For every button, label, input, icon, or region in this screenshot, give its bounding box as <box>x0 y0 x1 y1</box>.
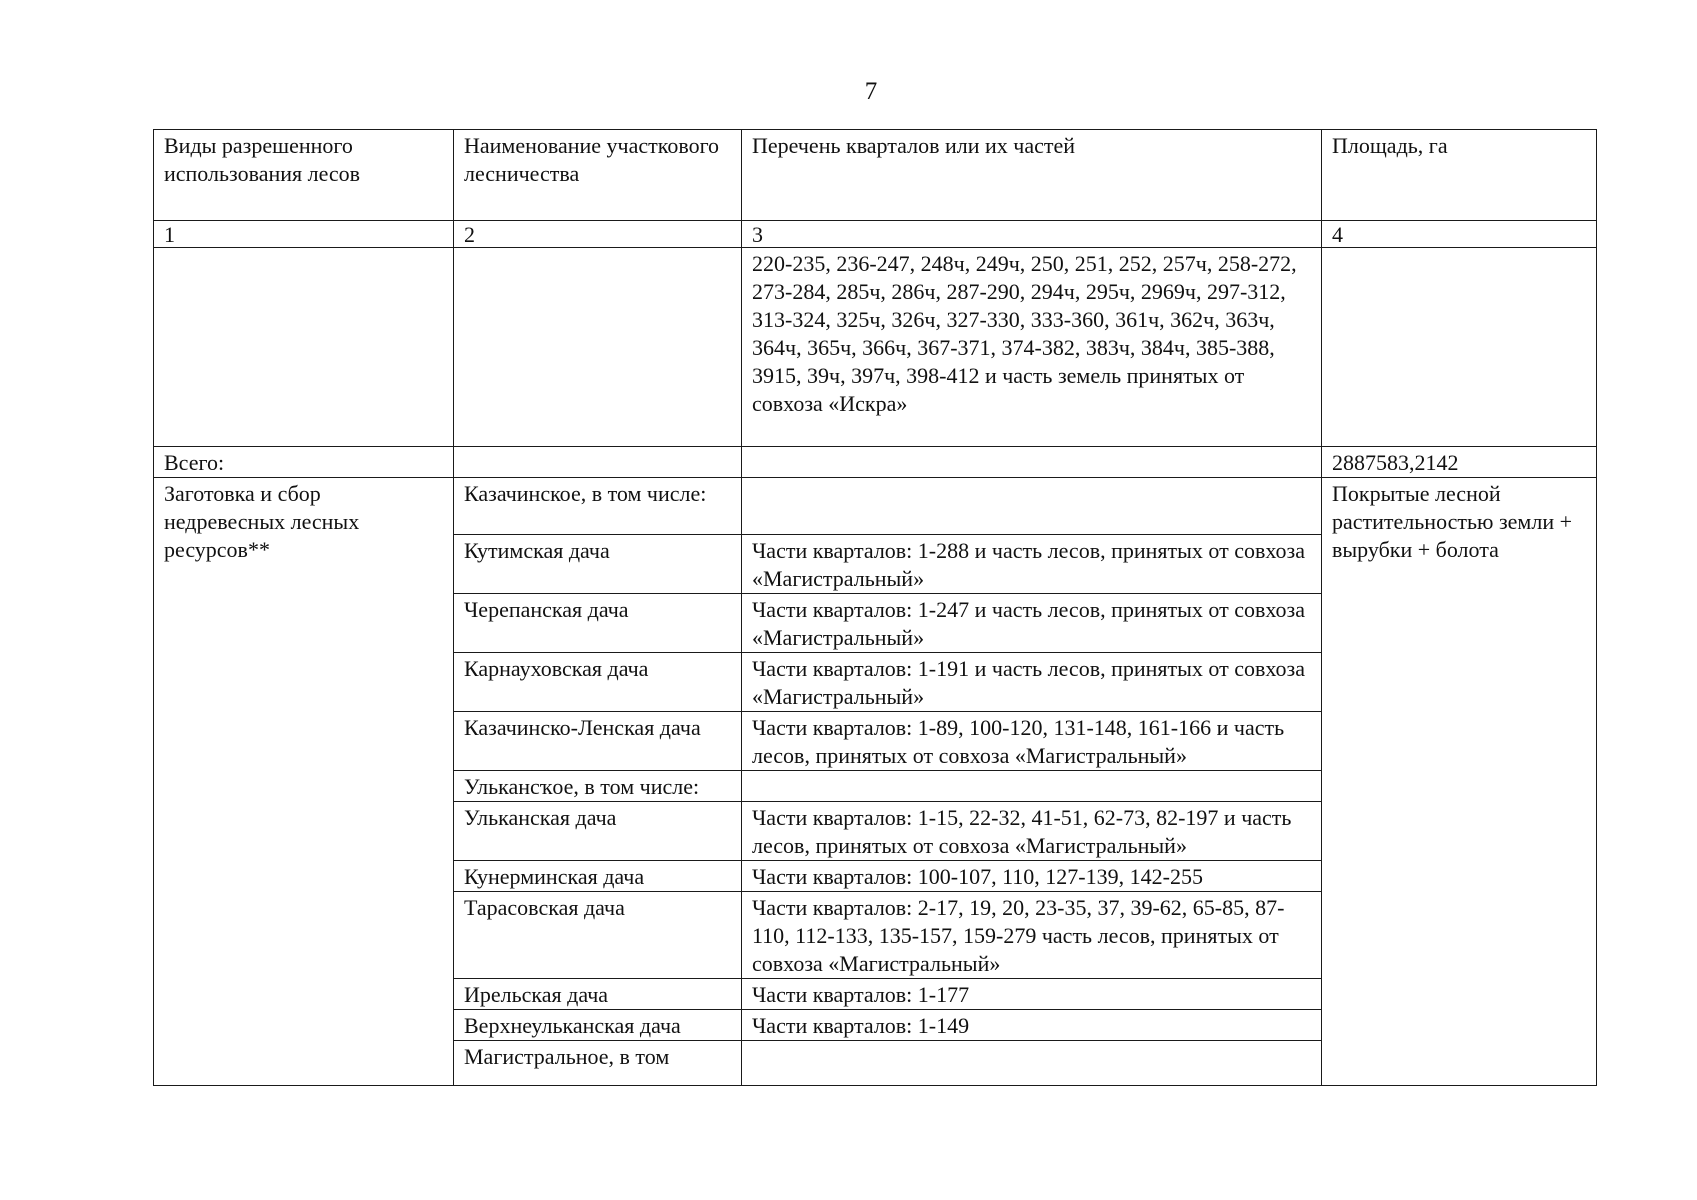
forestry-name: Верхнеульканская дача <box>454 1010 742 1041</box>
use-type-cell: Заготовка и сбор недревесных лесных ресурсов** <box>154 478 454 1086</box>
area-description: Покрытые лесной растительностью земли + вырубки + болота <box>1322 478 1597 1086</box>
continuation-quarters: 220-235, 236-247, 248ч, 249ч, 250, 251, 252, 257ч, 258-272, 273-284, 285ч, 286ч, 287-290, 294ч, 295ч, 2969ч, 297-312, 313-324, 325ч, 326ч, 327-330, 333-360, 361ч, 362ч, 363ч, 364ч, 365ч, 366ч, 367-371, 374-382, 383ч, 384ч, 385-388, 3915, 39ч, 397ч, 398-412 и часть земель принятых от совхоза «Искра» <box>742 248 1322 447</box>
forestry-name: Казачинское, в том числе: <box>454 478 742 535</box>
quarters-list: Части кварталов: 100-107, 110, 127-139, 142-255 <box>742 861 1322 892</box>
total-area: 2887583,2142 <box>1322 447 1597 478</box>
forestry-name: Улькансҡое, в том числе: <box>454 771 742 802</box>
forestry-name: Тарасовская дача <box>454 892 742 979</box>
forestry-name: Ирельская дача <box>454 979 742 1010</box>
quarters-list <box>742 771 1322 802</box>
forestry-name: Кунерминская дача <box>454 861 742 892</box>
quarters-list: Части кварталов: 1-191 и часть лесов, принятых от совхоза «Магистральный» <box>742 653 1322 712</box>
forestry-name: Кутимская дача <box>454 535 742 594</box>
total-label: Всего: <box>154 447 454 478</box>
page-number: 7 <box>864 78 878 105</box>
continuation-row <box>154 248 1597 447</box>
header-use-type: Виды разрешенного использования лесов <box>154 130 454 221</box>
empty-cell <box>154 248 454 447</box>
forestry-name: Черепанская дача <box>454 594 742 653</box>
empty-cell <box>742 447 1322 478</box>
forestry-name: Ульканская дача <box>454 802 742 861</box>
table-row <box>154 478 1597 535</box>
forestry-name: Казачинско-Ленская дача <box>454 712 742 771</box>
quarters-list: Части кварталов: 1-15, 22-32, 41-51, 62-73, 82-197 и часть лесов, принятых от совхоза «Магистральный» <box>742 802 1322 861</box>
quarters-list: Части кварталов: 1-149 <box>742 1010 1322 1041</box>
quarters-list: Части кварталов: 1-288 и часть лесов, принятых от совхоза «Магистральный» <box>742 535 1322 594</box>
column-number: 3 <box>742 221 1322 248</box>
header-quarters: Перечень кварталов или их частей <box>742 130 1322 221</box>
quarters-list: Части кварталов: 1-89, 100-120, 131-148, 161-166 и часть лесов, принятых от совхоза «Магистральный» <box>742 712 1322 771</box>
table-header-row <box>154 130 1597 221</box>
quarters-list: Части кварталов: 1-177 <box>742 979 1322 1010</box>
quarters-list <box>742 1041 1322 1086</box>
header-forestry: Наименование участкового лесничества <box>454 130 742 221</box>
total-row <box>154 447 1597 478</box>
forest-use-table <box>153 129 1597 1086</box>
column-numbers-row <box>154 221 1597 248</box>
column-number: 4 <box>1322 221 1597 248</box>
empty-cell <box>454 248 742 447</box>
forestry-name: Карнауховская дача <box>454 653 742 712</box>
header-area: Площадь, га <box>1322 130 1597 221</box>
empty-cell <box>454 447 742 478</box>
column-number: 2 <box>454 221 742 248</box>
column-number: 1 <box>154 221 454 248</box>
empty-cell <box>1322 248 1597 447</box>
forestry-name: Магистральное, в том <box>454 1041 742 1086</box>
quarters-list <box>742 478 1322 535</box>
quarters-list: Части кварталов: 1-247 и часть лесов, принятых от совхоза «Магистральный» <box>742 594 1322 653</box>
quarters-list: Части кварталов: 2-17, 19, 20, 23-35, 37, 39-62, 65-85, 87-110, 112-133, 135-157, 159-279 часть лесов, принятых от совхоза «Магистральный» <box>742 892 1322 979</box>
